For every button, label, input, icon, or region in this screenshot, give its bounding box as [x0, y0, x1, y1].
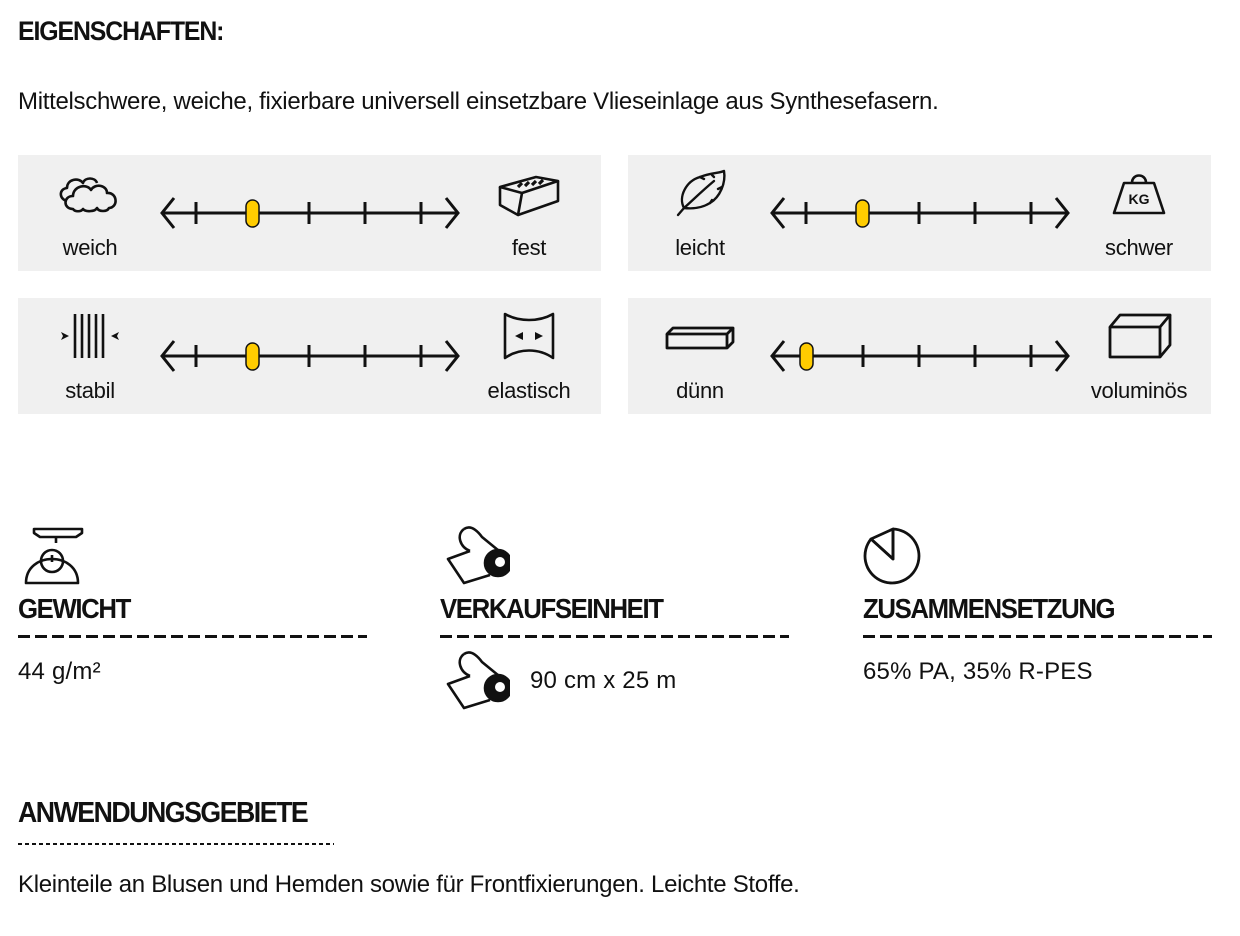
pie-chart-icon: [863, 525, 933, 587]
spec-divider: [863, 635, 1212, 638]
scale-slider-elasticity: [158, 334, 462, 378]
spec-sales-unit: [440, 525, 790, 712]
feather-icon: [662, 167, 738, 219]
scale-knob: [800, 343, 813, 370]
spec-weight: [18, 525, 368, 686]
fabric-roll-icon: [440, 525, 510, 587]
spec-value: 65% PA, 35% R-PES: [863, 658, 1093, 685]
scale-right-label: fest: [511, 235, 547, 260]
svg-text:KG: KG: [1128, 191, 1150, 207]
stable-lines-icon: [52, 310, 128, 362]
kg-weight-icon: [1101, 167, 1177, 219]
product-description: Mittelschwere, weiche, fixierbare universell einsetzbare Vlieseinlage aus Synthesefasern.: [18, 88, 939, 115]
spec-value: 90 cm x 25 m: [530, 667, 677, 694]
applications-divider: [18, 843, 334, 845]
scale-left-label: weich: [62, 235, 118, 260]
applications-text: Kleinteile an Blusen und Hemden sowie für Frontfixierungen. Leichte Stoffe.: [18, 871, 800, 898]
spec-divider: [440, 635, 789, 638]
properties-heading: EIGENSCHAFTEN:: [18, 16, 224, 46]
scale-right-label: voluminös: [1090, 378, 1188, 403]
fabric-roll-icon: [440, 650, 510, 712]
scale-slider-weight: [768, 191, 1072, 235]
scale-knob: [246, 200, 259, 227]
cloud-icon: [52, 167, 128, 219]
brick-icon: [491, 167, 567, 219]
thin-slab-icon: [662, 310, 738, 362]
stretch-icon: [491, 310, 567, 362]
scale-panel-softness: [18, 155, 601, 271]
scale-panel-volume: [628, 298, 1211, 414]
spec-heading: ZUSAMMENSETZUNG: [863, 593, 1115, 624]
box-icon: [1101, 310, 1177, 362]
spec-value: 44 g/m²: [18, 658, 101, 685]
scale-left-label: leicht: [675, 235, 725, 260]
scale-icon: [18, 525, 88, 587]
scale-panel-elasticity: [18, 298, 601, 414]
scale-slider-volume: [768, 334, 1072, 378]
scale-slider-softness: [158, 191, 462, 235]
spec-divider: [18, 635, 367, 638]
scale-panel-weight: [628, 155, 1211, 271]
spec-composition: [863, 525, 1213, 686]
spec-value-row: [440, 650, 790, 712]
spec-heading: VERKAUFSEINHEIT: [440, 593, 663, 624]
scale-left-label: dünn: [676, 378, 724, 403]
scale-left-label: stabil: [65, 378, 115, 403]
scale-knob: [246, 343, 259, 370]
scale-right-label: schwer: [1105, 235, 1173, 260]
applications-heading: ANWENDUNGSGEBIETE: [18, 797, 308, 829]
scale-right-label: elastisch: [487, 378, 571, 403]
spec-heading: GEWICHT: [18, 593, 130, 624]
scale-knob: [856, 200, 869, 227]
